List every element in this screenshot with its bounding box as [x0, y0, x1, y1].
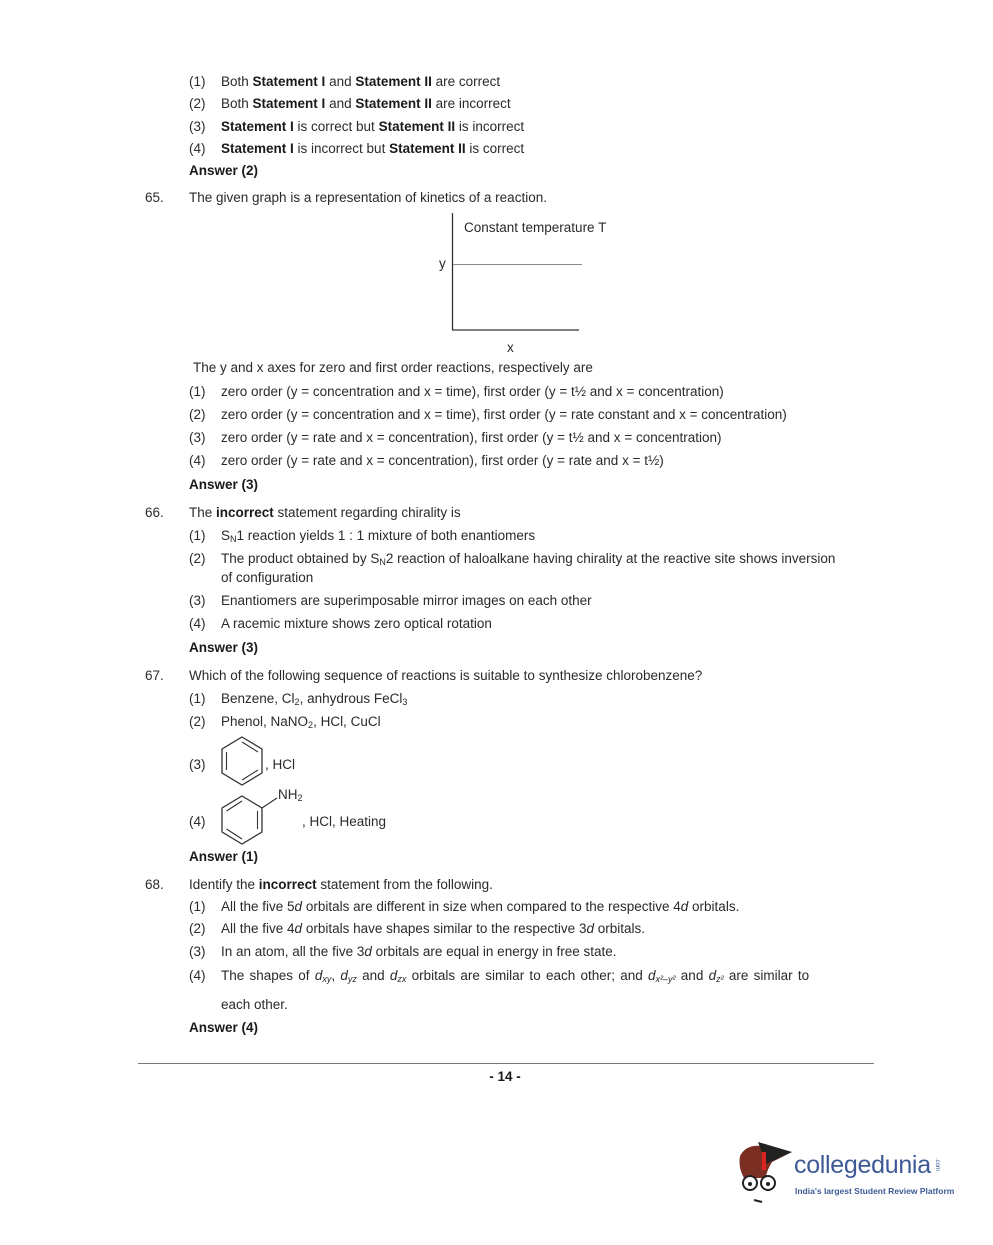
option-number: (3): [189, 757, 206, 772]
q67-option-3-reagent: , HCl: [265, 757, 295, 772]
answer: Answer (2): [189, 163, 259, 178]
graph-label: Constant temperature T: [464, 220, 607, 235]
x-axis-label: x: [507, 340, 514, 355]
option-number: (4): [189, 453, 206, 468]
q66-option-3: Enantiomers are superimposable mirror images on each other: [221, 593, 592, 608]
question-number: 66.: [145, 505, 164, 520]
logo-name: collegedunia: [794, 1151, 931, 1179]
q64-option-4: Statement I is incorrect but Statement II is correct: [221, 141, 525, 156]
question-text: Which of the following sequence of reactions is suitable to synthesize chlorobenzene?: [189, 668, 703, 683]
q64-option-3: Statement I is correct but Statement II is incorrect: [221, 119, 525, 134]
logo-tagline: India's largest Student Review Platform: [795, 1186, 955, 1196]
option-number: (3): [189, 430, 206, 445]
q68-option-2: All the five 4d orbitals have shapes similar to the respective 3d orbitals.: [221, 921, 645, 936]
q68-option-4-cont: each other.: [221, 997, 288, 1012]
option-number: (1): [189, 384, 206, 399]
q66-option-2-cont: of configuration: [221, 570, 314, 585]
option-number: (3): [189, 593, 206, 608]
collegedunia-logo: [736, 1138, 986, 1208]
option-number: (4): [189, 616, 206, 631]
q64-option-2: Both Statement I and Statement II are incorrect: [221, 96, 511, 111]
q68-option-3: In an atom, all the five 3d orbitals are equal in energy in free state.: [221, 944, 617, 959]
answer: Answer (4): [189, 1020, 259, 1035]
q66-option-4: A racemic mixture shows zero optical rotation: [221, 616, 492, 631]
question-text: Identify the incorrect statement from the following.: [189, 877, 493, 892]
answer: Answer (3): [189, 640, 259, 655]
q68-option-4: The shapes of $d_{xy}$, $d_{yz}$ and $d_{zx}$ orbitals are similar to each other; and $d_{x^2-y^2}$ and $d_{z^2}$ are similar to: [221, 968, 810, 984]
question-text: The incorrect statement regarding chirality is: [189, 505, 461, 520]
option-number: (2): [189, 96, 206, 111]
option-number: (2): [189, 551, 206, 566]
question-number: 67.: [145, 668, 164, 683]
page-number: - 14 -: [489, 1069, 521, 1084]
q66-option-2: The product obtained by $S_N2$ reaction of haloalkane having chirality at the reactive site shows inversion: [221, 551, 836, 567]
q68-option-1: All the five 5d orbitals are different in size when compared to the respective 4d orbitals.: [221, 899, 740, 914]
question-number: 68.: [145, 877, 164, 892]
answer: Answer (3): [189, 477, 259, 492]
footer-divider: [138, 1063, 874, 1064]
option-number: (3): [189, 119, 206, 134]
option-number: (3): [189, 944, 206, 959]
option-number: (4): [189, 968, 206, 983]
q65-option-2: zero order (y = concentration and x = time), first order (y = rate constant and x = concentration): [221, 407, 787, 422]
q65-option-3: zero order (y = rate and x = concentration), first order (y = t½ and x = concentration): [221, 430, 722, 445]
option-number: (2): [189, 407, 206, 422]
mascot-icon: [736, 1138, 796, 1208]
amine-group: $NH_2$: [278, 787, 303, 803]
option-number: (2): [189, 714, 206, 729]
question-number: 65.: [145, 190, 164, 205]
q64-option-1: Both Statement I and Statement II are correct: [221, 74, 501, 89]
option-number: (1): [189, 899, 206, 914]
q65-option-1: zero order (y = concentration and x = time), first order (y = t½ and x = concentration): [221, 384, 724, 399]
logo-brand: [794, 1150, 940, 1180]
option-number: (4): [189, 814, 206, 829]
q65-option-4: zero order (y = rate and x = concentration), first order (y = rate and x = t½): [221, 453, 664, 468]
question-text: The given graph is a representation of kinetics of a reaction.: [189, 190, 547, 205]
option-number: (2): [189, 921, 206, 936]
option-number: (1): [189, 528, 206, 543]
option-number: (1): [189, 74, 206, 89]
q67-option-2: Phenol, NaNO$_2$, HCl, CuCl: [221, 714, 381, 730]
y-axis-label: y: [439, 256, 446, 271]
option-number: (4): [189, 141, 206, 156]
q67-option-4-reagent: , HCl, Heating: [302, 814, 387, 829]
q66-option-1: $S_N1$ reaction yields 1 : 1 mixture of both enantiomers: [221, 528, 536, 544]
question-prompt: The y and x axes for zero and first order reactions, respectively are: [193, 360, 593, 375]
answer: Answer (1): [189, 849, 259, 864]
aniline-icon: [0, 0, 1, 1]
option-number: (1): [189, 691, 206, 706]
q67-option-1: Benzene, $Cl_2$, anhydrous FeCl$_3$: [221, 691, 408, 707]
logo-com: .com: [933, 1158, 940, 1172]
